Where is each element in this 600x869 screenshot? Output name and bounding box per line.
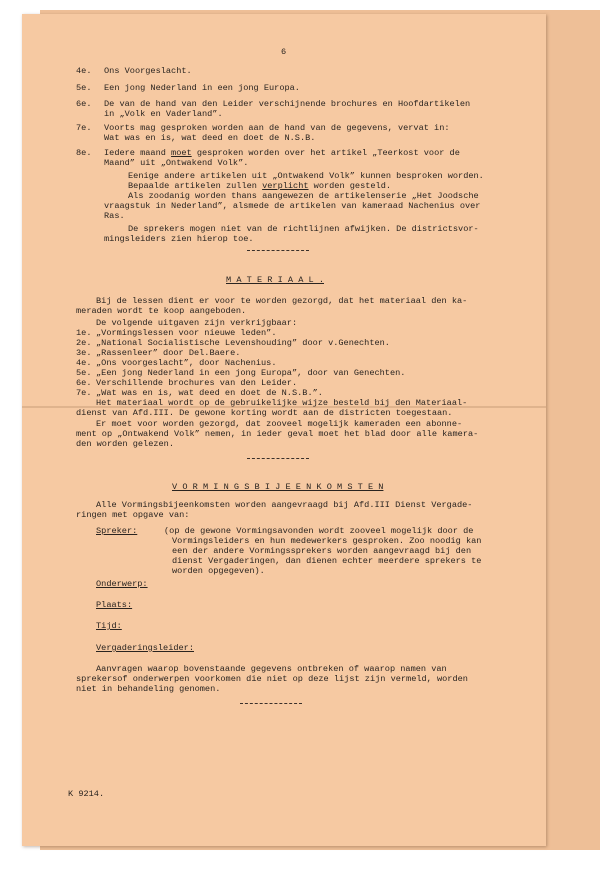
list-item-number: 7e.: [76, 388, 92, 398]
note-line: Als zoodanig worden thans aangewezen de artikelenserie „Het Joodsche: [128, 191, 479, 201]
spreker-text: een der andere Vormingssprekers worden aangevraagd bij den: [172, 546, 472, 556]
section-heading-materiaal: M A T E R I A A L .: [226, 275, 324, 285]
list-item-number: 3e.: [76, 348, 92, 358]
section-heading-vorming: V O R M I N G S B I J E E N K O M S T E N: [172, 482, 384, 492]
list-item-text: Een jong Nederland in een jong Europa.: [104, 83, 300, 93]
field-label-spreker: Spreker:: [96, 526, 138, 536]
list-item-number: 2e.: [76, 338, 92, 348]
page-number: 6: [281, 47, 287, 57]
list-item-number: 6e.: [76, 378, 92, 388]
underlined-word: moet: [171, 148, 192, 158]
spreker-text: (op de gewone Vormingsavonden wordt zooveel mogelijk door de: [164, 526, 474, 536]
list-item-number: 4e.: [76, 358, 92, 368]
list-item-text: „Wat was en is, wat deed en doet de N.S.B.”.: [96, 388, 323, 398]
list-item-text: Ons Voorgeslacht.: [104, 66, 192, 76]
list-item-text: „Ons voorgeslacht”, door Nachenius.: [96, 358, 277, 368]
note-line: vraagstuk in Nederland”, alsmede de artikelen van kameraad Nachenius over: [104, 201, 481, 211]
list-item-text: „National Socialistische Levenshouding” door v.Genechten.: [96, 338, 390, 348]
paragraph-line: meraden wordt te koop aangeboden.: [76, 306, 247, 316]
text-part: worden gesteld.: [308, 181, 392, 191]
paragraph-line: De volgende uitgaven zijn verkrijgbaar:: [96, 318, 298, 328]
list-item-text: Verschillende brochures van den Leider.: [96, 378, 298, 388]
spreker-text: worden opgegeven).: [172, 566, 265, 576]
note-line: Ras.: [104, 211, 125, 221]
list-item-text: „Rassenleer” door Del.Baere.: [96, 348, 241, 358]
field-label-tijd: Tijd:: [96, 621, 122, 631]
list-item-number: 6e.: [76, 99, 92, 109]
field-label-vergaderingsleider: Vergaderingsleider:: [96, 643, 194, 653]
spreker-text: Vormingsleiders en hun medewerkers gesproken. Zoo noodig kan: [172, 536, 482, 546]
list-item-text: De van de hand van den Leider verschijnende brochures en Hoofdartikelen: [104, 99, 471, 109]
separator-line: [247, 250, 309, 251]
paragraph-line: dienst van Afd.III. De gewone korting wordt aan de districten toegestaan.: [76, 408, 453, 418]
list-item-text: Wat was en is, wat deed en doet de N.S.B.: [104, 133, 316, 143]
paragraph-line: ment op „Ontwakend Volk” nemen, in ieder geval moet het blad door alle kamera-: [76, 429, 479, 439]
spreker-text: dienst Vergaderingen, dan dienen echter meerdere sprekers te: [172, 556, 482, 566]
note-line: [128, 181, 391, 191]
list-item-text: Maand” uit „Ontwakend Volk”.: [104, 158, 249, 168]
document-code: K 9214.: [68, 789, 105, 799]
paragraph-line: Alle Vormingsbijeenkomsten worden aangevraagd bij Afd.III Dienst Vergade-: [96, 500, 473, 510]
paragraph-line: Bij de lessen dient er voor te worden gezorgd, dat het materiaal den ka-: [96, 296, 468, 306]
text-part: gesproken worden over het artikel „Teerkost voor de: [191, 148, 460, 158]
note-line: mingsleiders zien hierop toe.: [104, 234, 254, 244]
paragraph-line: ringen met opgave van:: [76, 510, 190, 520]
separator-line: [240, 703, 302, 704]
list-item-number: 7e.: [76, 123, 92, 133]
text-part: Bepaalde artikelen zullen: [128, 181, 263, 191]
paragraph-line: den worden gelezen.: [76, 439, 174, 449]
list-item-text: Voorts mag gesproken worden aan de hand van de gegevens, vervat in:: [104, 123, 450, 133]
paragraph-line: Er moet voor worden gezorgd, dat zooveel mogelijk kameraden een abonne-: [96, 419, 463, 429]
note-line: De sprekers mogen niet van de richtlijnen afwijken. De districtsvor-: [128, 224, 479, 234]
list-item-text: „Een jong Nederland in een jong Europa”, door van Genechten.: [96, 368, 406, 378]
list-item-number: 4e.: [76, 66, 92, 76]
note-line: Eenige andere artikelen uit „Ontwakend Volk” kunnen besproken worden.: [128, 171, 484, 181]
list-item-text: „Vormingslessen voor nieuwe leden”.: [96, 328, 277, 338]
field-label-plaats: Plaats:: [96, 600, 133, 610]
list-item-number: 1e.: [76, 328, 92, 338]
list-item-number: 8e.: [76, 148, 92, 158]
list-item-number: 5e.: [76, 83, 92, 93]
separator-line: [247, 458, 309, 459]
list-item-text: in „Volk en Vaderland”.: [104, 109, 223, 119]
paragraph-line: Aanvragen waarop bovenstaande gegevens ontbreken of waarop namen van: [96, 664, 447, 674]
list-item-text: [104, 148, 460, 158]
list-item-number: 5e.: [76, 368, 92, 378]
paragraph-line: niet in behandeling genomen.: [76, 684, 221, 694]
underlined-word: verplicht: [262, 181, 309, 191]
paragraph-line: Het materiaal wordt op de gebruikelijke wijze besteld bij den Materiaal-: [96, 398, 468, 408]
field-label-onderwerp: Onderwerp:: [96, 579, 148, 589]
text-part: Iedere maand: [104, 148, 172, 158]
paragraph-line: sprekersof onderwerpen voorkomen die niet op deze lijst zijn vermeld, worden: [76, 674, 468, 684]
